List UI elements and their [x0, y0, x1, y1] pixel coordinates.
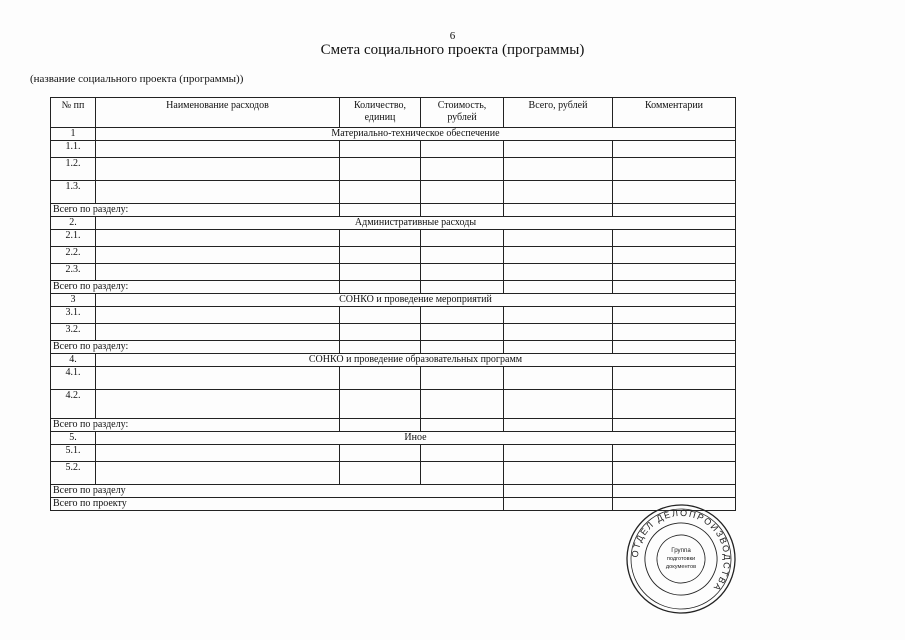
- cost-cell[interactable]: [421, 462, 504, 485]
- comment-cell[interactable]: [613, 462, 736, 485]
- stamp-ring-text: ОТДЕЛ ДЕЛОПРОИЗВОДСТВА: [629, 507, 733, 594]
- total-cell[interactable]: [504, 367, 613, 390]
- comment-cell[interactable]: [613, 264, 736, 281]
- section-row: [51, 128, 736, 141]
- expense-name-cell[interactable]: [96, 264, 340, 281]
- total-cell[interactable]: [504, 485, 613, 498]
- quantity-cell[interactable]: [340, 462, 421, 485]
- expense-name-cell[interactable]: [96, 390, 340, 419]
- cost-cell[interactable]: [421, 445, 504, 462]
- item-number: 3.1.: [51, 307, 96, 324]
- column-header: Наименование расходов: [96, 98, 340, 128]
- total-cell[interactable]: [504, 390, 613, 419]
- table-row: [51, 141, 736, 158]
- total-cell[interactable]: [504, 324, 613, 341]
- expense-name-cell[interactable]: [96, 181, 340, 204]
- table-row: [51, 181, 736, 204]
- quantity-cell[interactable]: [340, 204, 421, 217]
- section-total-row: [51, 485, 736, 498]
- comment-cell[interactable]: [613, 181, 736, 204]
- cost-cell[interactable]: [421, 390, 504, 419]
- section-title: СОНКО и проведение мероприятий: [96, 294, 736, 307]
- comment-cell[interactable]: [613, 204, 736, 217]
- total-cell[interactable]: [504, 264, 613, 281]
- comment-cell[interactable]: [613, 141, 736, 158]
- cost-cell[interactable]: [421, 281, 504, 294]
- item-number: 3.2.: [51, 324, 96, 341]
- section-number: 3: [51, 294, 96, 307]
- table-row: [51, 230, 736, 247]
- section-number: 4.: [51, 354, 96, 367]
- quantity-cell[interactable]: [340, 341, 421, 354]
- column-header: Всего, рублей: [504, 98, 613, 128]
- item-number: 2.1.: [51, 230, 96, 247]
- table-row: [51, 462, 736, 485]
- cost-cell[interactable]: [421, 230, 504, 247]
- expense-name-cell[interactable]: [96, 307, 340, 324]
- cost-cell[interactable]: [421, 419, 504, 432]
- total-cell[interactable]: [504, 445, 613, 462]
- total-cell[interactable]: [504, 281, 613, 294]
- section-total-row: [51, 281, 736, 294]
- quantity-cell[interactable]: [340, 158, 421, 181]
- section-number: 1: [51, 128, 96, 141]
- quantity-cell[interactable]: [340, 367, 421, 390]
- comment-cell[interactable]: [613, 324, 736, 341]
- section-row: [51, 354, 736, 367]
- section-total-row: [51, 341, 736, 354]
- cost-cell[interactable]: [421, 324, 504, 341]
- item-number: 4.2.: [51, 390, 96, 419]
- expense-name-cell[interactable]: [96, 367, 340, 390]
- comment-cell[interactable]: [613, 390, 736, 419]
- column-header: № пп: [51, 98, 96, 128]
- total-cell[interactable]: [504, 498, 613, 511]
- cost-cell[interactable]: [421, 247, 504, 264]
- expense-name-cell[interactable]: [96, 230, 340, 247]
- quantity-cell[interactable]: [340, 324, 421, 341]
- item-number: 1.2.: [51, 158, 96, 181]
- total-cell[interactable]: [504, 141, 613, 158]
- table-row: [51, 247, 736, 264]
- item-number: 5.1.: [51, 445, 96, 462]
- cost-cell[interactable]: [421, 204, 504, 217]
- comment-cell[interactable]: [613, 281, 736, 294]
- table-row: [51, 367, 736, 390]
- table-row: [51, 307, 736, 324]
- expense-name-cell[interactable]: [96, 324, 340, 341]
- table-row: [51, 158, 736, 181]
- cost-cell[interactable]: [421, 141, 504, 158]
- cost-cell[interactable]: [421, 367, 504, 390]
- table-body: [51, 128, 736, 511]
- expense-name-cell[interactable]: [96, 158, 340, 181]
- table-row: [51, 445, 736, 462]
- comment-cell[interactable]: [613, 247, 736, 264]
- project-total-label: Всего по проекту: [51, 498, 504, 511]
- section-total-label: Всего по разделу:: [51, 341, 340, 354]
- section-total-label: Всего по разделу:: [51, 419, 340, 432]
- stamp-center-line: подготовки: [666, 556, 696, 562]
- total-cell[interactable]: [504, 307, 613, 324]
- total-cell[interactable]: [504, 204, 613, 217]
- item-number: 5.2.: [51, 462, 96, 485]
- section-total-label: Всего по разделу:: [51, 204, 340, 217]
- section-title: Административные расходы: [96, 217, 736, 230]
- section-total-row: [51, 419, 736, 432]
- quantity-cell[interactable]: [340, 141, 421, 158]
- cost-cell[interactable]: [421, 158, 504, 181]
- section-number: 5.: [51, 432, 96, 445]
- column-header: Стоимость, рублей: [421, 98, 504, 128]
- total-cell[interactable]: [504, 341, 613, 354]
- document-title: Смета социального проекта (программы): [320, 42, 585, 58]
- total-cell[interactable]: [504, 158, 613, 181]
- expense-name-cell[interactable]: [96, 141, 340, 158]
- comment-cell[interactable]: [613, 307, 736, 324]
- quantity-cell[interactable]: [340, 264, 421, 281]
- expense-name-cell[interactable]: [96, 462, 340, 485]
- item-number: 4.1.: [51, 367, 96, 390]
- cost-cell[interactable]: [421, 307, 504, 324]
- comment-cell[interactable]: [613, 445, 736, 462]
- section-title: Материально-техническое обеспечение: [96, 128, 736, 141]
- section-total-label: Всего по разделу:: [51, 281, 340, 294]
- comment-cell[interactable]: [613, 485, 736, 498]
- quantity-cell[interactable]: [340, 247, 421, 264]
- column-header: Количество, единиц: [340, 98, 421, 128]
- section-total-row: [51, 204, 736, 217]
- section-row: [51, 217, 736, 230]
- section-title: Иное: [96, 432, 736, 445]
- total-cell[interactable]: [504, 230, 613, 247]
- item-number: 1.1.: [51, 141, 96, 158]
- section-row: [51, 432, 736, 445]
- stamp-center-line: документов: [665, 564, 697, 570]
- expense-name-cell[interactable]: [96, 247, 340, 264]
- table-row: [51, 264, 736, 281]
- total-cell[interactable]: [504, 462, 613, 485]
- comment-cell[interactable]: [613, 158, 736, 181]
- quantity-cell[interactable]: [340, 419, 421, 432]
- column-header: Комментарии: [613, 98, 736, 128]
- total-cell[interactable]: [504, 181, 613, 204]
- expense-name-cell[interactable]: [96, 445, 340, 462]
- quantity-cell[interactable]: [340, 307, 421, 324]
- quantity-cell[interactable]: [340, 281, 421, 294]
- comment-cell[interactable]: [613, 230, 736, 247]
- section-number: 2.: [51, 217, 96, 230]
- stamp-seal: [625, 503, 737, 615]
- stamp-center-line: Группа: [671, 547, 691, 554]
- table-row: [51, 324, 736, 341]
- total-cell[interactable]: [504, 247, 613, 264]
- cost-cell[interactable]: [421, 181, 504, 204]
- item-number: 2.3.: [51, 264, 96, 281]
- project-name-label: (название социального проекта (программы)): [30, 73, 244, 85]
- section-title: СОНКО и проведение образовательных программ: [96, 354, 736, 367]
- page-number: 6: [449, 30, 456, 42]
- quantity-cell[interactable]: [340, 181, 421, 204]
- cost-cell[interactable]: [421, 264, 504, 281]
- quantity-cell[interactable]: [340, 445, 421, 462]
- comment-cell[interactable]: [613, 419, 736, 432]
- section-total-label: Всего по разделу: [51, 485, 504, 498]
- comment-cell[interactable]: [613, 341, 736, 354]
- cost-cell[interactable]: [421, 341, 504, 354]
- comment-cell[interactable]: [613, 367, 736, 390]
- quantity-cell[interactable]: [340, 230, 421, 247]
- table-row: [51, 390, 736, 419]
- item-number: 1.3.: [51, 181, 96, 204]
- total-cell[interactable]: [504, 419, 613, 432]
- header-row: [51, 98, 736, 128]
- quantity-cell[interactable]: [340, 390, 421, 419]
- section-row: [51, 294, 736, 307]
- estimate-table: [50, 97, 736, 511]
- item-number: 2.2.: [51, 247, 96, 264]
